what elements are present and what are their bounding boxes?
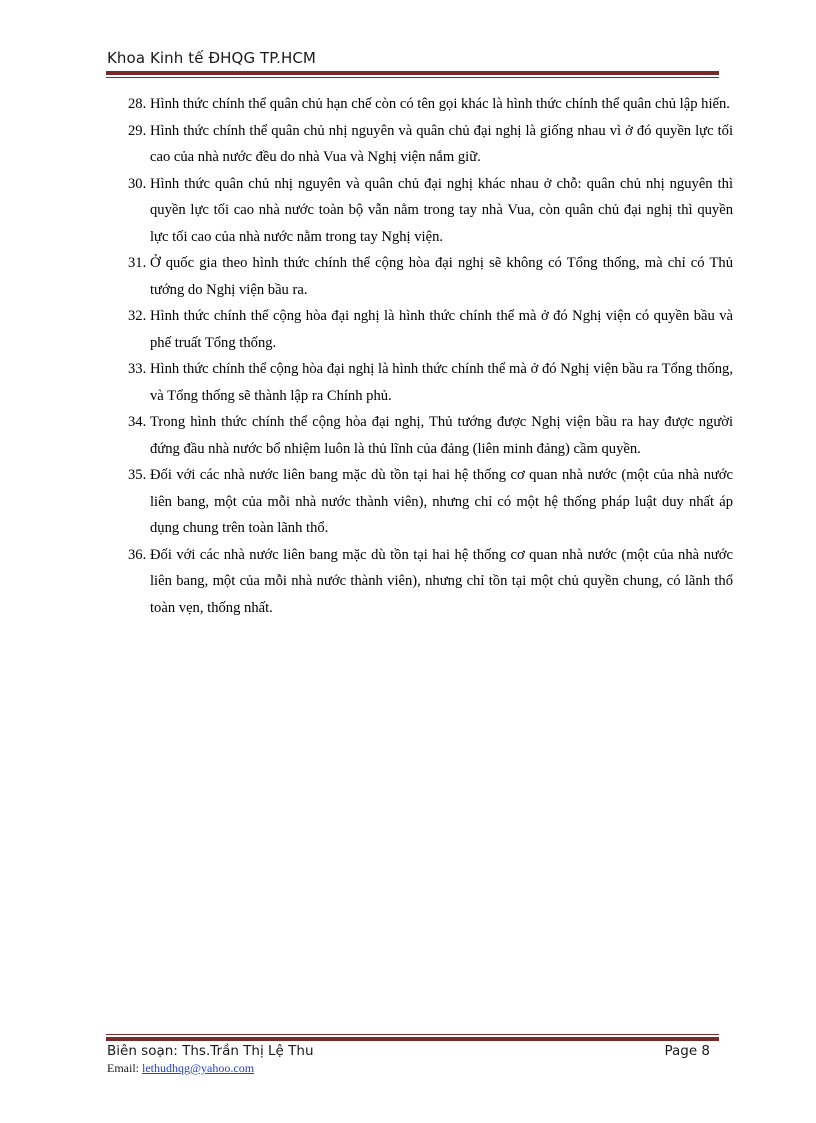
item-number: 34. — [128, 414, 147, 430]
list-item — [128, 118, 733, 171]
list-item — [128, 462, 733, 542]
footer-rule-thin — [106, 1034, 719, 1035]
footer-email — [107, 1061, 254, 1076]
item-number: 32. — [128, 308, 147, 324]
list-item — [128, 542, 733, 622]
item-text: Ở quốc gia theo hình thức chính thể cộng hòa đại nghị sẽ không có Tổng thống, mà chỉ có Thủ tướng do Nghị viện bầu ra. — [150, 255, 733, 298]
item-text: Hình thức chính thể quân chủ hạn chế còn có tên gọi khác là hình thức chính thể quân chủ lập hiến. — [150, 96, 730, 112]
list-item — [128, 356, 733, 409]
item-text: Đối với các nhà nước liên bang mặc dù tồn tại hai hệ thống cơ quan nhà nước (một của nhà nước liên bang, một của mỗi nhà nước thành viên), nhưng chỉ tồn tại một chủ quyền chung, có lãnh thổ toàn vẹn, thống nhất. — [150, 546, 733, 616]
item-number: 33. — [128, 361, 147, 377]
list-item — [128, 171, 733, 251]
footer-rule-thick — [106, 1037, 719, 1041]
header-rule-thick — [106, 71, 719, 75]
item-number: 30. — [128, 175, 147, 192]
item-text: Hình thức chính thể quân chủ nhị nguyên và quân chủ đại nghị là giống nhau vì ở đó quyền lực tối cao của nhà nước đều do nhà Vua và Nghị viện nắm giữ. — [150, 122, 733, 165]
email-label: Email: — [107, 1061, 142, 1075]
list-item — [128, 303, 733, 356]
statement-list — [128, 91, 733, 621]
email-link[interactable]: lethudhqg@yahoo.com — [142, 1061, 255, 1075]
page-number: Page 8 — [664, 1043, 710, 1059]
item-number: 36. — [128, 546, 147, 563]
list-item — [128, 409, 733, 462]
list-item — [128, 91, 733, 118]
item-number: 28. — [128, 96, 147, 112]
item-number: 35. — [128, 467, 147, 483]
item-number: 29. — [128, 122, 147, 139]
item-number: 31. — [128, 255, 147, 271]
item-text: Hình thức quân chủ nhị nguyên và quân chủ đại nghị khác nhau ở chỗ: quân chủ nhị nguyên thì quyền lực tối cao nhà nước toàn bộ vẫn nằm trong tay nhà Vua, còn quân chủ đại nghị thì quyền lực tối cao của nhà nước nằm trong tay Nghị viện. — [150, 175, 733, 245]
header-title: Khoa Kinh tế ĐHQG TP.HCM — [107, 49, 316, 67]
item-text: Trong hình thức chính thể cộng hòa đại nghị, Thủ tướng được Nghị viện bầu ra hay được người đứng đầu nhà nước bổ nhiệm luôn là thủ lĩnh của đảng (liên minh đảng) cầm quyền. — [150, 414, 733, 457]
item-text: Hình thức chính thể cộng hòa đại nghị là hình thức chính thể mà ở đó Nghị viện bầu ra Tổng thống, và Tổng thống sẽ thành lập ra Chính phủ. — [150, 361, 733, 404]
footer-author: Biên soạn: Ths.Trần Thị Lệ Thu — [107, 1043, 314, 1059]
list-item — [128, 250, 733, 303]
item-text: Hình thức chính thể cộng hòa đại nghị là hình thức chính thể mà ở đó Nghị viện có quyền bầu và phế truất Tổng thống. — [150, 308, 733, 351]
item-text: Đối với các nhà nước liên bang mặc dù tồn tại hai hệ thống cơ quan nhà nước (một của nhà nước liên bang, một của mỗi nhà nước thành viên), nhưng chỉ có một hệ thống pháp luật duy nhất áp dụng chung trên toàn lãnh thổ. — [150, 467, 733, 536]
header-rule-thin — [106, 77, 719, 78]
